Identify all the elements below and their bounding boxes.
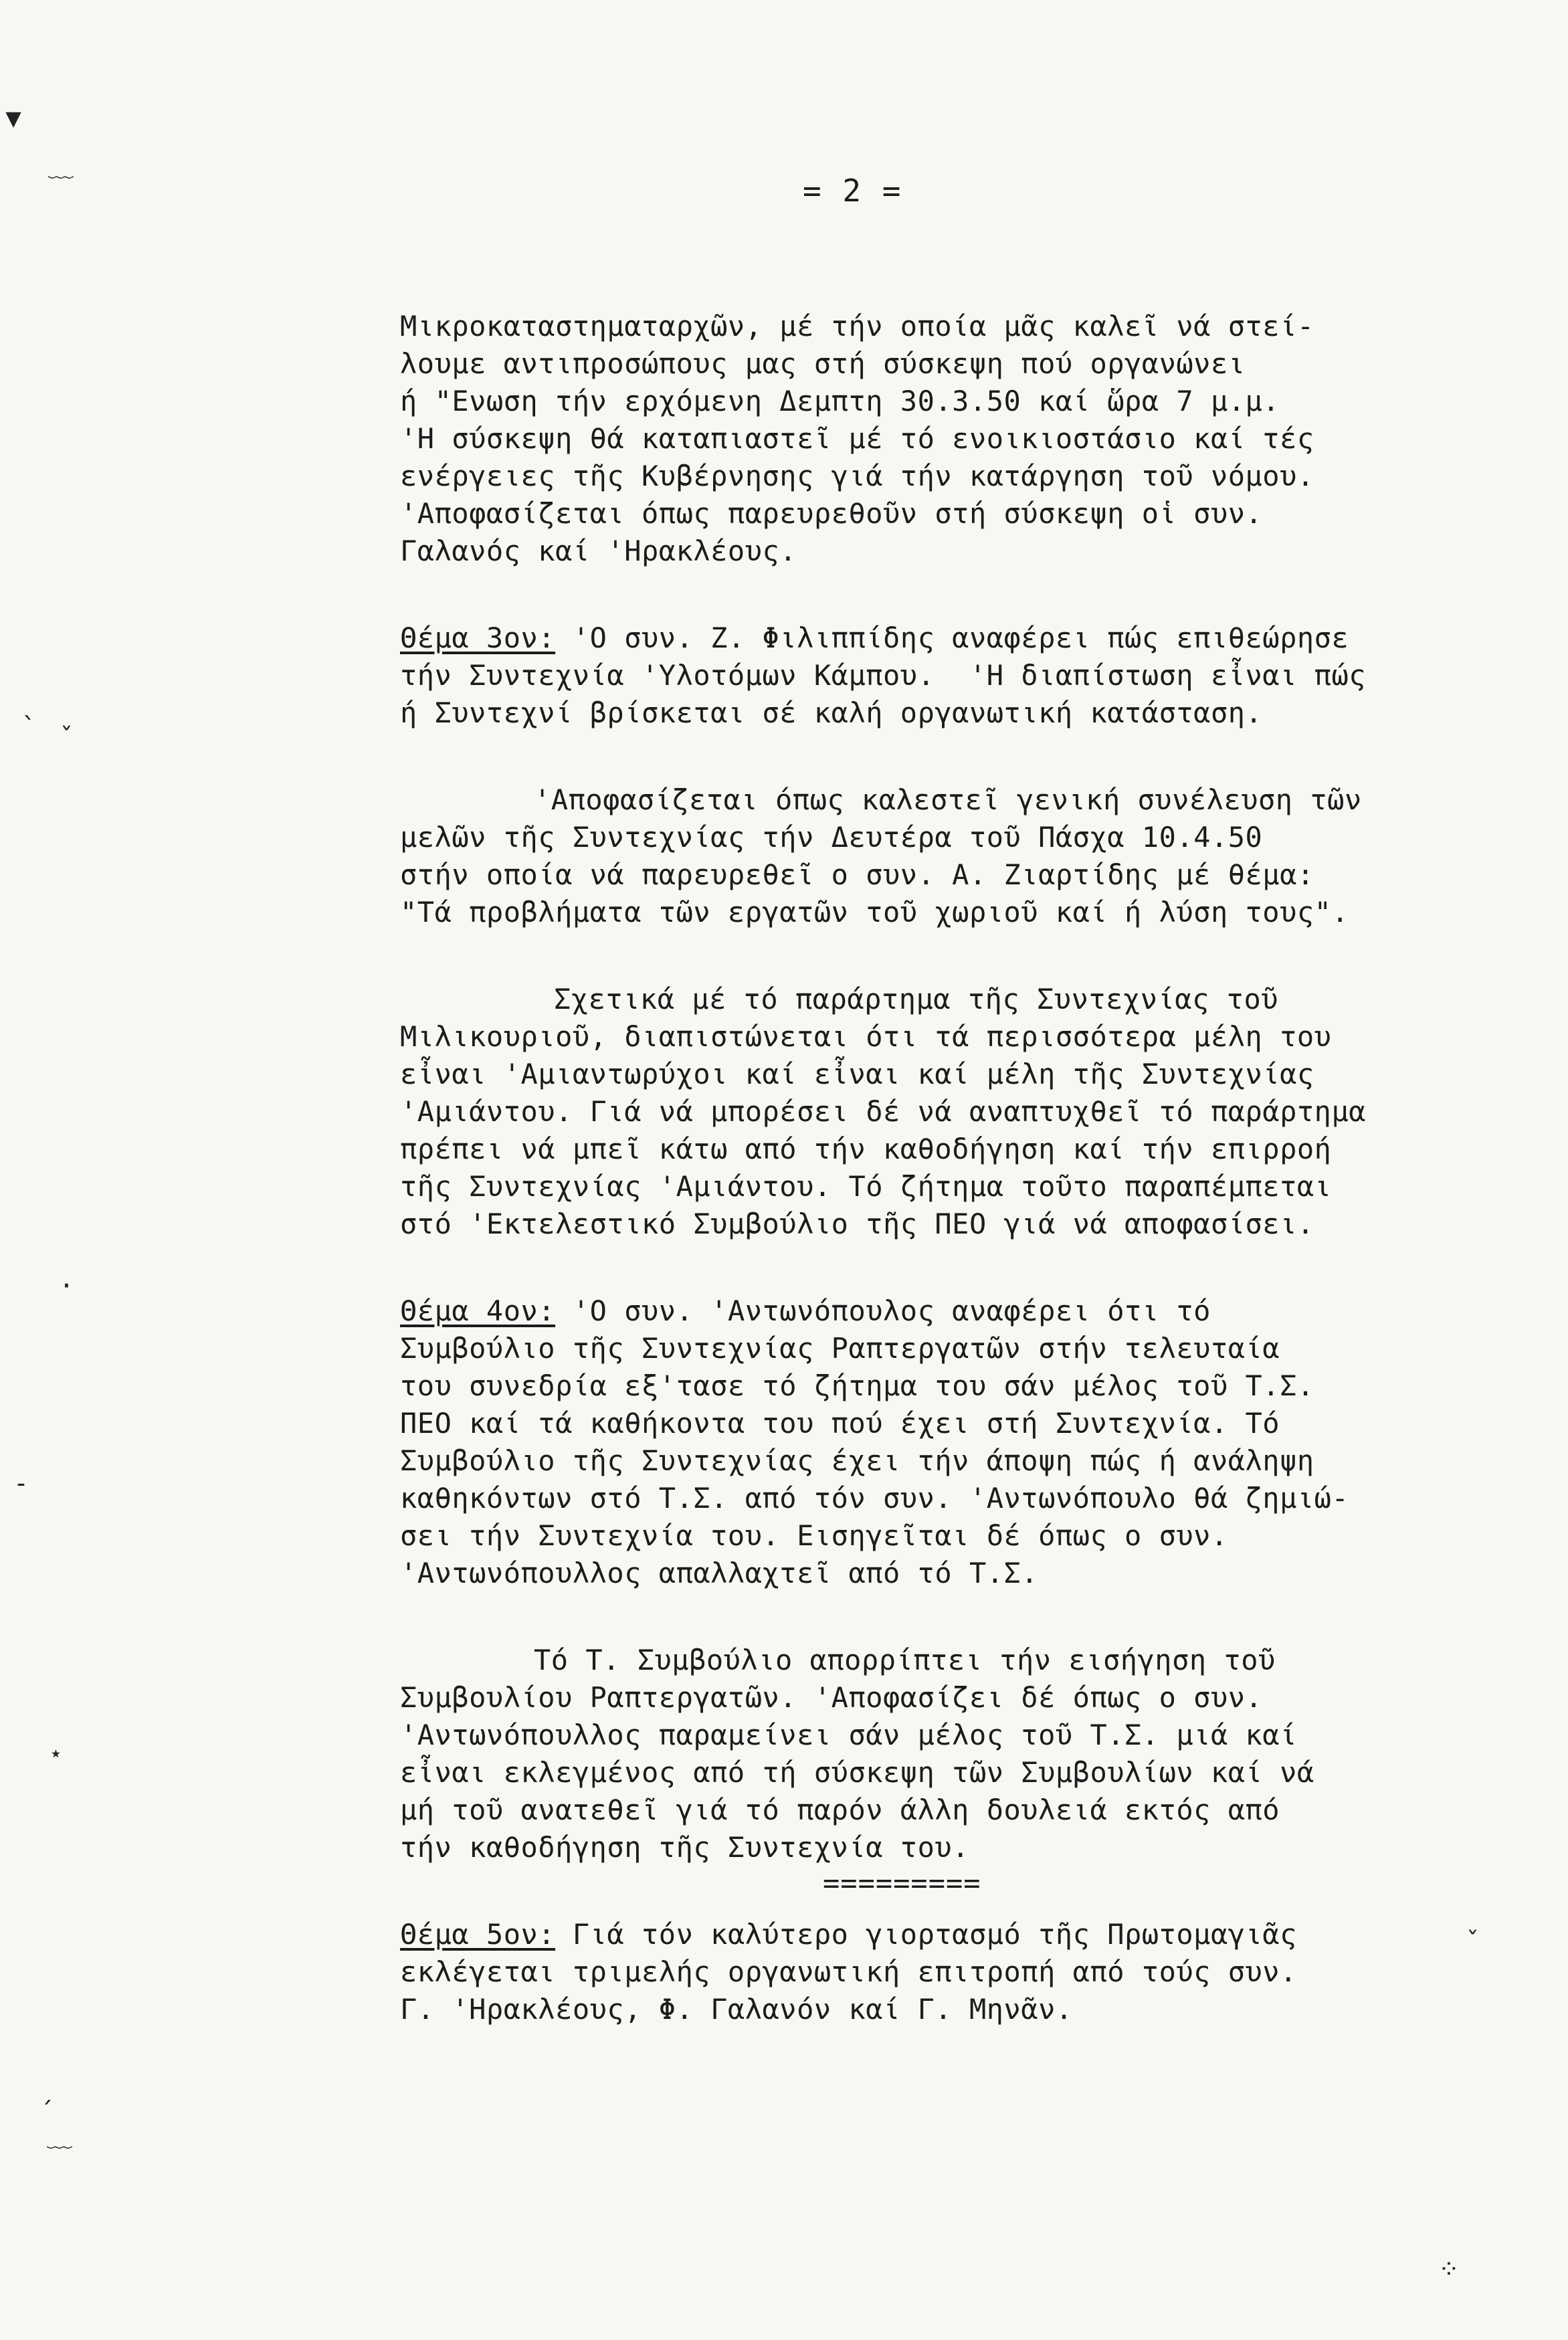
text-line: εκλέγεται τριμελής οργανωτική επιτροπή από τούς συν. (400, 1955, 1297, 1988)
text-line: τῆς Συντεχνίας 'Αμιάντου. Τό ζήτημα τοῦτο παραπέμπεται (400, 1170, 1332, 1203)
margin-mark: ▾ (1, 94, 26, 140)
text-line: 'Αποφασίζεται όπως καλεστεῖ γενική συνέλευση τῶν (534, 783, 1362, 816)
text-line: Μικροκαταστηματαρχῶν, μέ τήν οποία μᾶς καλεῖ νά στεί- (400, 310, 1314, 343)
topic-heading: Θέμα 4ον: (400, 1294, 556, 1327)
text-line: Γαλανός καί 'Ηρακλέους. (400, 534, 797, 567)
margin-mark: · (59, 1271, 74, 1300)
text-line: Συμβούλιο τῆς Συντεχνίας Ραπτεργατῶν στήν τελευταία (400, 1332, 1280, 1365)
paragraph-branch (400, 981, 1564, 1243)
text-line: ή Συντεχνί βρίσκεται σέ καλή οργανωτική κατάσταση. (400, 696, 1263, 729)
text-line: τήν καθοδήγηση τῆς Συντεχνία του. (400, 1831, 969, 1864)
paragraph-topic-5 (400, 1916, 1564, 2028)
document-body (400, 308, 1564, 2078)
text-line: Συμβουλίου Ραπτεργατῶν. 'Αποφασίζει δέ όπως ο συν. (400, 1681, 1263, 1714)
paragraph-council-decision (400, 1642, 1564, 1866)
text-line (400, 1916, 1564, 1953)
text-line: τήν Συντεχνία 'Υλοτόμων Κάμπου. 'Η διαπίστωση εἶναι πώς (400, 659, 1367, 692)
paragraph-meeting-invitation (400, 308, 1564, 570)
text-fragment: Γιά τόν καλύτερο γιορτασμό τῆς Πρωτομαγιᾶς (555, 1918, 1297, 1951)
text-line: Γ. 'Ηρακλέους, Φ. Γαλανόν καί Γ. Μηνᾶν. (400, 1993, 1073, 2026)
margin-mark: - (13, 1468, 29, 1498)
text-line: 'Αντωνόπουλλος απαλλαχτεῖ από τό Τ.Σ. (400, 1557, 1039, 1589)
topic-heading: Θέμα 3ον: (400, 621, 556, 654)
margin-mark: ⋆ (48, 1739, 64, 1769)
text-line: σει τήν Συντεχνία του. Εισηγεῖται δέ όπως ο συν. (400, 1519, 1228, 1552)
text-line: εἶναι 'Αμιαντωρύχοι καί εἶναι καί μέλη τῆς Συντεχνίας (400, 1058, 1314, 1090)
text-line: λουμε αντιπροσώπους μας στή σύσκεψη πού οργανώνει (400, 347, 1246, 380)
text-line (400, 619, 1564, 657)
topic-heading: Θέμα 5ον: (400, 1918, 556, 1951)
text-line: ή "Ενωση τήν ερχόμενη Δεμπτη 30.3.50 καί ὥρα 7 μ.μ. (400, 385, 1280, 417)
margin-mark: ﹏ (48, 153, 74, 183)
paragraph-topic-3 (400, 619, 1564, 732)
text-line: εἶναι εκλεγμένος από τή σύσκεψη τῶν Συμβουλίων καί νά (400, 1756, 1314, 1789)
page-number: = 2 = (803, 173, 902, 209)
text-line: στό 'Εκτελεστικό Συμβούλιο τῆς ΠΕΟ γιά νά αποφασίσει. (400, 1207, 1314, 1240)
text-line: πρέπει νά μπεῖ κάτω από τήν καθοδήγηση καί τήν επιρροή (400, 1133, 1332, 1165)
paragraph-general-assembly (400, 781, 1564, 931)
text-line: Μιλικουριοῦ, διαπιστώνεται ότι τά περισσότερα μέλη του (400, 1020, 1332, 1053)
margin-mark: ﹏ (47, 2123, 73, 2153)
text-line (400, 1292, 1564, 1330)
text-fragment: 'Ο συν. 'Αντωνόπουλος αναφέρει ότι τό (555, 1294, 1211, 1327)
text-line: 'Αμιάντου. Γιά νά μπορέσει δέ νά αναπτυχθεῖ τό παράρτημα (400, 1095, 1367, 1128)
paragraph-topic-4 (400, 1292, 1564, 1592)
text-line: του συνεδρία εξ'τασε τό ζήτημα του σάν μέλος τοῦ Τ.Σ. (400, 1369, 1314, 1402)
text-line: 'Αποφασίζεται όπως παρευρεθοῦν στή σύσκεψη οἱ συν. (400, 497, 1263, 530)
text-line: ενέργειες τῆς Κυβέρνησης γιά τήν κατάργηση τοῦ νόμου. (400, 460, 1314, 492)
text-line: μελῶν τῆς Συντεχνίας τήν Δευτέρα τοῦ Πάσχα 10.4.50 (400, 821, 1263, 854)
end-separator: ========= (823, 1866, 981, 1899)
text-line: "Τά προβλήματα τῶν εργατῶν τοῦ χωριοῦ καί ή λύση τους". (400, 896, 1349, 929)
margin-mark: ˇ (59, 722, 74, 752)
margin-mark: ⁘ (1438, 2254, 1460, 2284)
text-line: στήν οποία νά παρευρεθεῖ ο συν. Α. Ζιαρτίδης μέ θέμα: (400, 858, 1314, 891)
text-line: 'Η σύσκεψη θά καταπιαστεῖ μέ τό ενοικιοστάσιο καί τές (400, 422, 1314, 455)
margin-mark: ˇ (1465, 1927, 1480, 1956)
text-line: 'Αντωνόπουλλος παραμείνει σάν μέλος τοῦ Τ.Σ. μιά καί (400, 1719, 1297, 1751)
margin-mark: ˏ (40, 2074, 56, 2103)
text-line: Σχετικά μέ τό παράρτημα τῆς Συντεχνίας τοῦ (554, 983, 1279, 1015)
text-fragment: 'Ο συν. Ζ. Φιλιππίδης αναφέρει πώς επιθεώρησε (555, 621, 1349, 654)
text-line: μή τοῦ ανατεθεῖ γιά τό παρόν άλλη δουλειά εκτός από (400, 1793, 1280, 1826)
text-line: καθηκόντων στό Τ.Σ. από τόν συν. 'Αντωνόπουλο θά ζημιώ- (400, 1482, 1349, 1515)
text-line: Τό Τ. Συμβούλιο απορρίπτει τήν εισήγηση τοῦ (534, 1644, 1276, 1676)
text-line: Συμβούλιο τῆς Συντεχνίας έχει τήν άποψη πώς ή ανάληψη (400, 1444, 1314, 1477)
text-line: ΠΕΟ καί τά καθήκοντα του πού έχει στή Συντεχνία. Τό (400, 1407, 1280, 1440)
margin-mark: ˎ (20, 689, 35, 718)
